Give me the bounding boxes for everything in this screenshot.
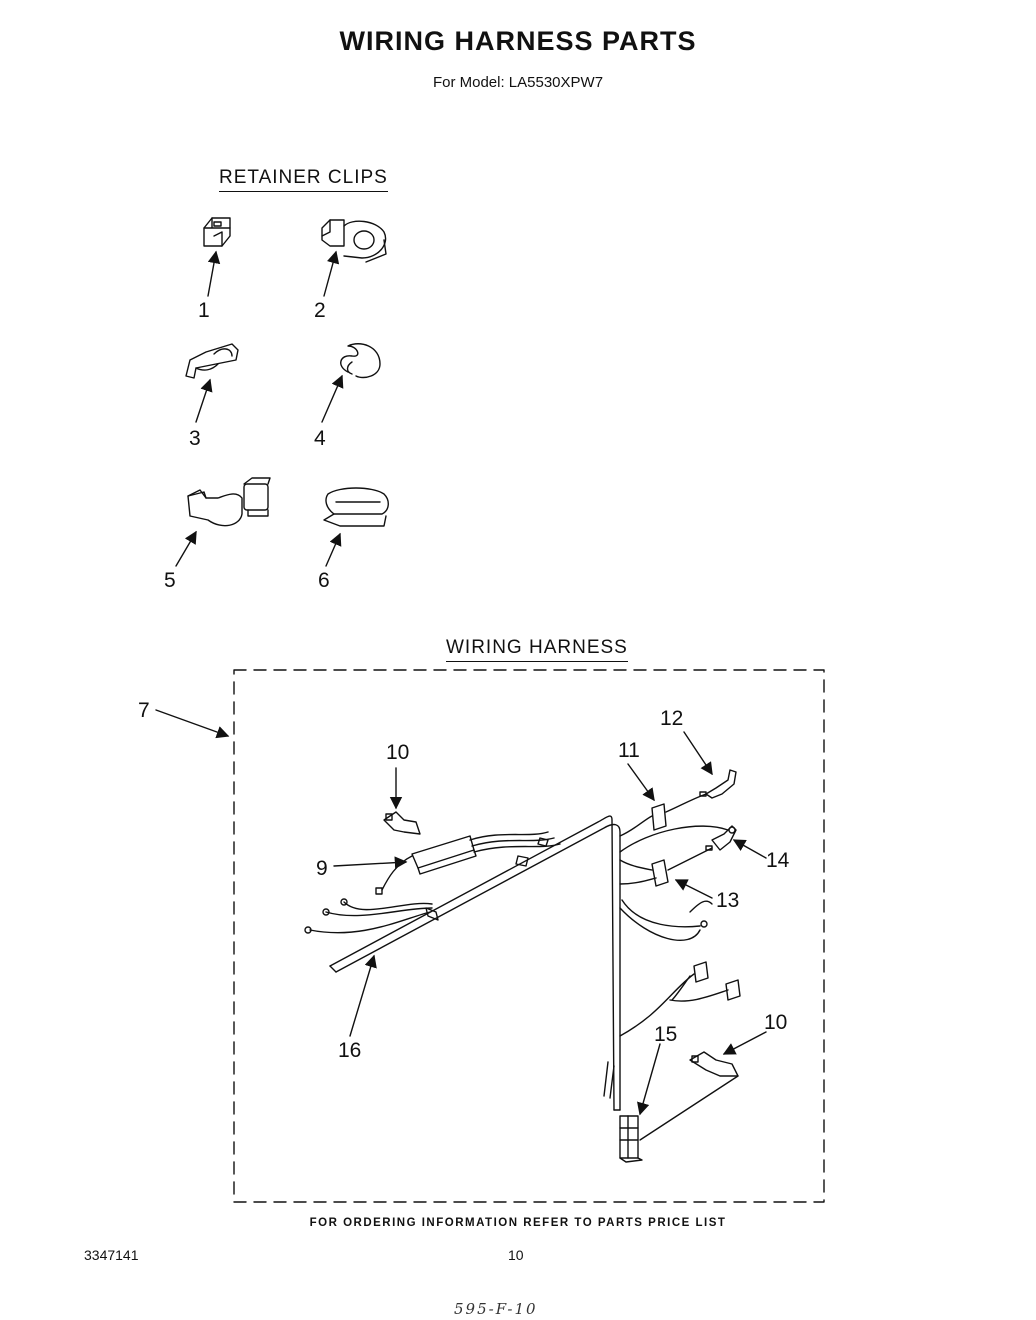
leader-3 <box>196 380 210 422</box>
retainer-clips-heading: RETAINER CLIPS <box>219 167 388 192</box>
leader-4 <box>322 376 342 422</box>
retainer-clip-6 <box>324 488 388 526</box>
model-subtitle: For Model: LA5530XPW7 <box>432 74 604 91</box>
leader-5 <box>176 532 196 566</box>
leader-16 <box>350 956 374 1036</box>
callout-4: 4 <box>314 427 326 450</box>
connectors-right <box>620 794 735 940</box>
leader-9 <box>334 862 406 866</box>
callout-9: 9 <box>316 857 328 880</box>
terminal-10-lower <box>640 1052 738 1140</box>
callout-1: 1 <box>198 299 210 322</box>
leader-11 <box>628 764 654 800</box>
leader-10-lower <box>724 1032 766 1054</box>
leader-6 <box>326 534 340 566</box>
callout-16: 16 <box>338 1039 362 1062</box>
callout-10-lower: 10 <box>764 1011 788 1034</box>
page-number: 10 <box>508 1247 524 1263</box>
callout-12: 12 <box>660 707 684 730</box>
callout-14: 14 <box>766 849 790 872</box>
leader-7 <box>156 710 228 736</box>
terminal-10-upper <box>384 812 420 834</box>
retainer-clip-3 <box>186 344 238 378</box>
terminal-14 <box>706 826 736 850</box>
callout-6: 6 <box>318 569 330 592</box>
retainer-clip-2 <box>322 220 386 262</box>
connector-block-9 <box>376 832 560 894</box>
callout-3: 3 <box>189 427 201 450</box>
leader-15 <box>640 1044 660 1114</box>
leader-14 <box>734 840 766 858</box>
harness-leads-left <box>305 838 548 933</box>
connectors-lower <box>620 962 740 1036</box>
terminal-12 <box>700 770 736 798</box>
connector-15 <box>620 1116 642 1162</box>
page-title: WIRING HARNESS PARTS <box>339 26 697 56</box>
retainer-clip-5 <box>188 478 270 526</box>
document-number: 3347141 <box>84 1247 139 1263</box>
callout-11: 11 <box>618 739 640 762</box>
ordering-note: FOR ORDERING INFORMATION REFER TO PARTS PRICE LIST <box>309 1217 727 1229</box>
callout-5: 5 <box>164 569 176 592</box>
harness-frame <box>234 670 824 1202</box>
handwritten-note: 595-F-10 <box>454 1300 538 1318</box>
wiring-harness-heading: WIRING HARNESS <box>446 637 628 662</box>
callout-10-upper: 10 <box>386 741 410 764</box>
callout-2: 2 <box>314 299 326 322</box>
leader-2 <box>324 252 336 296</box>
retainer-clip-4 <box>341 344 380 378</box>
leader-1 <box>208 252 216 296</box>
harness-trunk <box>330 816 620 1110</box>
callout-15: 15 <box>654 1023 678 1046</box>
retainer-clip-1 <box>204 218 230 246</box>
callout-13: 13 <box>716 889 740 912</box>
leader-12 <box>684 732 712 774</box>
callout-7: 7 <box>138 699 150 722</box>
leader-13 <box>676 880 712 898</box>
